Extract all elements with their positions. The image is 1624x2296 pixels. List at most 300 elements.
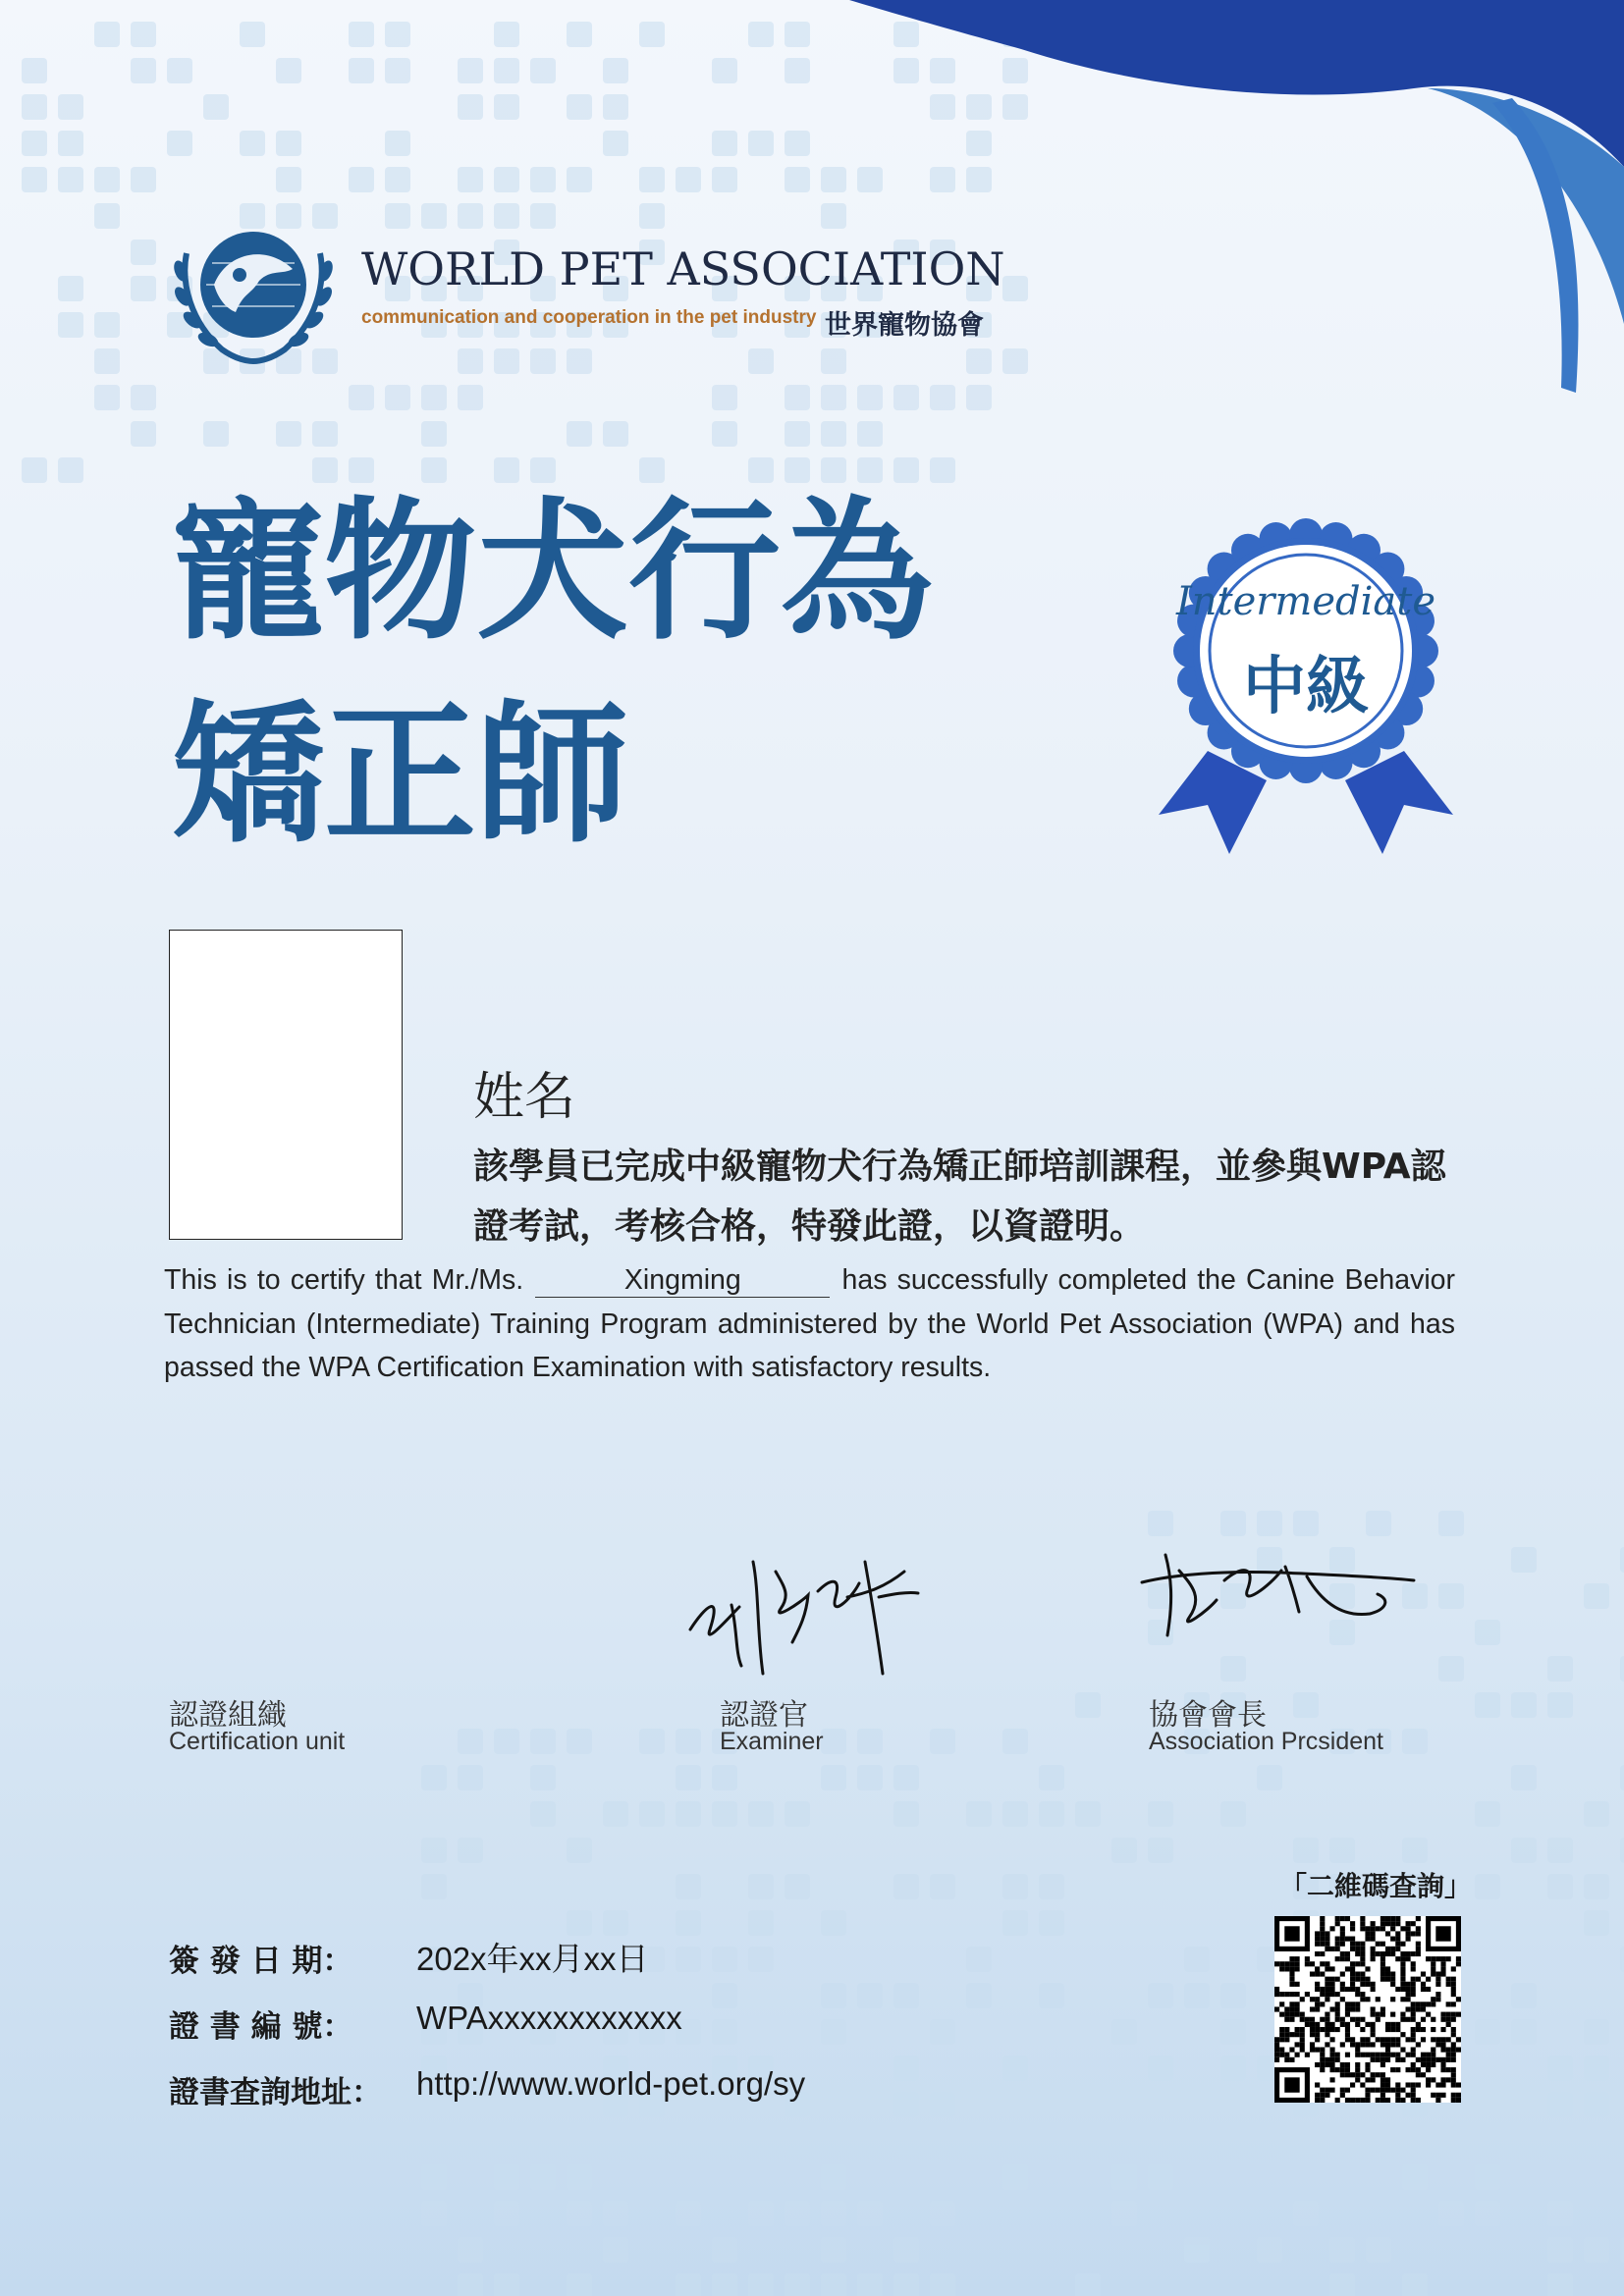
qr-module [1365, 1977, 1370, 1982]
qr-module [1406, 2017, 1411, 2022]
pattern-square [131, 58, 156, 83]
pattern-square [712, 421, 737, 447]
pattern-square [893, 385, 919, 410]
qr-module [1440, 2042, 1445, 2047]
pattern-square [530, 1765, 556, 1790]
pattern-square [1220, 1656, 1246, 1682]
signature-label-cn-examiner: 認證官 [720, 1698, 808, 1733]
qr-module [1400, 2098, 1405, 2103]
qr-module [1350, 1987, 1355, 1992]
qr-module [1390, 1937, 1395, 1942]
qr-module [1350, 1947, 1355, 1951]
qr-module [1360, 1971, 1365, 1976]
qr-module [1279, 2048, 1284, 2053]
pattern-square [1402, 1838, 1428, 1863]
qr-module [1371, 1931, 1376, 1936]
qr-module [1335, 1942, 1340, 1947]
qr-module [1325, 1942, 1329, 1947]
qr-module [1431, 2048, 1435, 2053]
qr-module [1440, 1961, 1445, 1966]
qr-module [1395, 2098, 1400, 2103]
qr-module [1360, 2042, 1365, 2047]
qr-module [1431, 2053, 1435, 2057]
qr-module [1426, 2067, 1431, 2072]
qr-module [1345, 2027, 1350, 2032]
qr-module [1295, 2002, 1300, 2006]
qr-module [1400, 1977, 1405, 1982]
qr-module [1320, 1992, 1325, 1997]
pattern-square [167, 58, 192, 83]
qr-module [1325, 2062, 1329, 2067]
qr-module [1456, 2037, 1461, 2042]
pattern-square [1002, 276, 1028, 301]
pattern-square [58, 312, 83, 338]
qr-module [1340, 1942, 1345, 1947]
qr-module [1380, 2077, 1385, 2082]
issue-date-value: 202x年xx月xx日 [416, 1941, 649, 1977]
qr-module [1411, 1982, 1416, 1987]
pattern-square [58, 131, 83, 156]
signature-label-cn-president: 協會會長 [1149, 1698, 1267, 1733]
qr-module [1345, 2037, 1350, 2042]
qr-module [1400, 2048, 1405, 2053]
pattern-square [785, 1801, 810, 1827]
qr-module [1411, 2027, 1416, 2032]
pattern-square [639, 203, 665, 229]
pattern-square [712, 1947, 737, 1972]
qr-module [1380, 1951, 1385, 1956]
pattern-square [385, 131, 410, 156]
pattern-square [567, 94, 592, 120]
pattern-square [458, 348, 483, 374]
qr-module [1390, 1997, 1395, 2002]
qr-module [1329, 2053, 1334, 2057]
qr-module [1431, 2017, 1435, 2022]
qr-module [1365, 1966, 1370, 1971]
qr-module [1451, 2017, 1456, 2022]
qr-module [1435, 1992, 1440, 1997]
qr-module [1340, 2042, 1345, 2047]
qr-module [1426, 2057, 1431, 2062]
pattern-square [94, 22, 120, 47]
qr-module [1315, 1966, 1320, 1971]
pattern-square [639, 1729, 665, 1754]
pattern-square [1438, 1656, 1464, 1682]
qr-module [1435, 2042, 1440, 2047]
qr-module [1355, 2022, 1360, 2027]
pattern-square [893, 457, 919, 483]
pattern-square [1584, 2128, 1609, 2154]
qr-module [1355, 1971, 1360, 1976]
qr-module [1320, 1921, 1325, 1926]
qr-module [1426, 2002, 1431, 2006]
qr-module [1305, 2022, 1310, 2027]
qr-module [1295, 1956, 1300, 1961]
qr-module [1411, 2088, 1416, 2093]
qr-module [1289, 1966, 1294, 1971]
pattern-square [676, 1801, 701, 1827]
pattern-square [530, 1729, 556, 1754]
qr-module [1365, 2093, 1370, 2098]
pattern-square [857, 2201, 883, 2226]
qr-module [1395, 2037, 1400, 2042]
qr-module [1416, 2002, 1421, 2006]
qr-module [1421, 2053, 1426, 2057]
qr-module [1385, 1921, 1390, 1926]
qr-module [1355, 1942, 1360, 1947]
qr-module [1335, 1921, 1340, 1926]
pattern-square [1220, 2056, 1246, 2081]
pattern-square [785, 167, 810, 192]
qr-module [1329, 1987, 1334, 1992]
qr-module [1335, 1992, 1340, 1997]
qr-module [1395, 2022, 1400, 2027]
pattern-square [785, 2128, 810, 2154]
qr-module [1360, 1926, 1365, 1931]
qr-module [1284, 1961, 1289, 1966]
pattern-square [857, 1983, 883, 2008]
qr-module [1355, 2002, 1360, 2006]
qr-module [1335, 2057, 1340, 2062]
qr-module [1325, 1961, 1329, 1966]
pattern-square [712, 167, 737, 192]
qr-module [1315, 1937, 1320, 1942]
pattern-square [494, 2128, 519, 2154]
pattern-square [421, 385, 447, 410]
qr-module [1416, 2022, 1421, 2027]
qr-module [1451, 2082, 1456, 2087]
qr-module [1385, 2088, 1390, 2093]
qr-module [1440, 1971, 1445, 1976]
qr-module [1345, 2006, 1350, 2011]
qr-module [1360, 1951, 1365, 1956]
pattern-square [567, 421, 592, 447]
qr-module [1345, 2067, 1350, 2072]
qr-module [1329, 2048, 1334, 2053]
qr-module [1360, 2027, 1365, 2032]
qr-module [1284, 1992, 1289, 1997]
qr-module [1406, 2053, 1411, 2057]
pattern-square [930, 2273, 955, 2296]
qr-module [1440, 2057, 1445, 2062]
qr-module [1400, 1971, 1405, 1976]
pattern-square [1584, 1583, 1609, 1609]
qr-module [1390, 1926, 1395, 1931]
qr-module [1451, 2027, 1456, 2032]
qr-module [1274, 2057, 1279, 2062]
qr-module [1390, 1951, 1395, 1956]
qr-module [1431, 2027, 1435, 2032]
qr-module [1340, 1997, 1345, 2002]
qr-module [1360, 2098, 1365, 2103]
qr-module [1365, 2037, 1370, 2042]
pattern-square [1402, 2164, 1428, 2190]
pattern-square [676, 1765, 701, 1790]
qr-module [1390, 1977, 1395, 1982]
qr-module [1320, 1951, 1325, 1956]
qr-module [1376, 2088, 1380, 2093]
qr-module [1355, 2048, 1360, 2053]
qr-module [1340, 1937, 1345, 1942]
pattern-square [1475, 1801, 1500, 1827]
qr-module [1274, 2006, 1279, 2011]
qr-module [1315, 1971, 1320, 1976]
qr-module [1416, 2072, 1421, 2077]
qr-module [1446, 2022, 1451, 2027]
pattern-square [1257, 1765, 1282, 1790]
pattern-square [966, 2128, 992, 2154]
qr-module [1335, 2098, 1340, 2103]
pattern-square [1584, 2019, 1609, 2045]
qr-module [1274, 1987, 1279, 1992]
qr-module [1329, 2088, 1334, 2093]
qr-module [1295, 2032, 1300, 2037]
qr-module [1446, 2077, 1451, 2082]
pattern-square [930, 2201, 955, 2226]
pattern-square [567, 1910, 592, 1936]
pattern-square [930, 2019, 955, 2045]
qr-module [1400, 1942, 1405, 1947]
qr-module [1380, 2098, 1385, 2103]
pattern-square [567, 2201, 592, 2226]
qr-module [1385, 1931, 1390, 1936]
pattern-square [567, 348, 592, 374]
qr-module [1395, 1947, 1400, 1951]
pattern-square [494, 457, 519, 483]
qr-module [1320, 1971, 1325, 1976]
qr-module [1355, 2062, 1360, 2067]
pattern-square [494, 203, 519, 229]
qr-module [1380, 2053, 1385, 2057]
pattern-square [58, 94, 83, 120]
pattern-square [1547, 2128, 1573, 2154]
pattern-square [1039, 1874, 1064, 1899]
pattern-square [1002, 1801, 1028, 1827]
qr-module [1400, 1987, 1405, 1992]
qr-module [1355, 1951, 1360, 1956]
qr-module [1400, 2017, 1405, 2022]
qr-module [1310, 2048, 1315, 2053]
pattern-square [131, 421, 156, 447]
pattern-square [58, 457, 83, 483]
seal-level-cn: 中級 [1243, 651, 1369, 723]
qr-module [1355, 1947, 1360, 1951]
qr-module [1345, 2012, 1350, 2017]
qr-module [1380, 1971, 1385, 1976]
pattern-square [94, 348, 120, 374]
qr-module [1421, 2062, 1426, 2067]
pattern-square [1511, 1692, 1537, 1718]
pattern-square [131, 240, 156, 265]
pattern-square [821, 421, 846, 447]
qr-module [1371, 2022, 1376, 2027]
qr-module [1320, 1931, 1325, 1936]
pattern-square [385, 22, 410, 47]
qr-module [1411, 2093, 1416, 2098]
qr-module [1380, 1926, 1385, 1931]
pattern-square [893, 2128, 919, 2154]
pattern-square [676, 1910, 701, 1936]
qr-module [1310, 2027, 1315, 2032]
qr-code-icon[interactable] [1274, 1916, 1461, 2103]
qr-module [1360, 1961, 1365, 1966]
qr-module [1456, 2082, 1461, 2087]
pattern-square [385, 385, 410, 410]
qr-module [1395, 2082, 1400, 2087]
qr-module [1395, 2093, 1400, 2098]
pattern-square [893, 1765, 919, 1790]
qr-module [1371, 2053, 1376, 2057]
pattern-square [458, 1765, 483, 1790]
pattern-square [712, 2019, 737, 2045]
qr-module [1289, 2017, 1294, 2022]
qr-module [1446, 2053, 1451, 2057]
qr-module [1456, 2093, 1461, 2098]
pattern-square [1475, 2164, 1500, 2190]
pattern-square [276, 58, 301, 83]
pattern-square [1475, 1620, 1500, 1645]
qr-module [1289, 1992, 1294, 1997]
qr-module [1295, 1961, 1300, 1966]
qr-module [1371, 1937, 1376, 1942]
qr-module [1406, 1987, 1411, 1992]
pattern-square [1220, 2019, 1246, 2045]
qr-module [1411, 2048, 1416, 2053]
qr-module [1295, 2027, 1300, 2032]
qr-module [1411, 1931, 1416, 1936]
qr-module [1335, 1977, 1340, 1982]
qr-module [1416, 1942, 1421, 1947]
qr-module [1371, 1956, 1376, 1961]
organization-name: WORLD PET ASSOCIATION [361, 242, 1005, 295]
pattern-square [494, 2164, 519, 2190]
qr-module [1360, 2037, 1365, 2042]
pattern-square [1438, 2201, 1464, 2226]
qr-module [1295, 1982, 1300, 1987]
pattern-square [276, 131, 301, 156]
qr-module [1325, 2042, 1329, 2047]
pattern-square [1620, 1947, 1624, 1972]
qr-module [1435, 1956, 1440, 1961]
qr-module [1371, 2077, 1376, 2082]
pattern-square [385, 203, 410, 229]
pattern-square [1148, 1983, 1173, 2008]
qr-module [1289, 2057, 1294, 2062]
pattern-square [712, 2273, 737, 2296]
qr-module [1365, 2098, 1370, 2103]
qr-module [1329, 2062, 1334, 2067]
qr-module [1400, 2012, 1405, 2017]
pattern-square [22, 58, 47, 83]
qr-module [1305, 2053, 1310, 2057]
qr-module [1400, 2088, 1405, 2093]
qr-module [1345, 2002, 1350, 2006]
pattern-square [785, 131, 810, 156]
signature-label-cn-org: 認證組織 [169, 1698, 287, 1733]
pattern-square [712, 2237, 737, 2263]
pattern-square [530, 167, 556, 192]
pattern-square [1039, 1910, 1064, 1936]
pattern-square [821, 348, 846, 374]
qr-module [1315, 1982, 1320, 1987]
pattern-square [821, 2164, 846, 2190]
globe-laurel-logo-icon [167, 224, 340, 367]
qr-module [1411, 2067, 1416, 2072]
qr-module [1295, 2053, 1300, 2057]
qr-module [1310, 2017, 1315, 2022]
qr-module [1390, 2037, 1395, 2042]
pattern-square [676, 2273, 701, 2296]
qr-module [1395, 1937, 1400, 1942]
qr-module [1400, 1982, 1405, 1987]
qr-module [1320, 2027, 1325, 2032]
qr-module [1376, 1951, 1380, 1956]
qr-module [1355, 2072, 1360, 2077]
qr-module [1350, 1942, 1355, 1947]
qr-module [1320, 2093, 1325, 2098]
qr-module [1310, 2006, 1315, 2011]
pattern-square [603, 1910, 628, 1936]
qr-module [1289, 1956, 1294, 1961]
qr-module [1279, 2032, 1284, 2037]
pattern-square [785, 58, 810, 83]
pattern-square [1148, 2056, 1173, 2081]
qr-module [1371, 2072, 1376, 2077]
pattern-square [893, 2237, 919, 2263]
pattern-square [712, 58, 737, 83]
qr-module [1320, 1916, 1325, 1921]
qr-module [1416, 2006, 1421, 2011]
qr-module [1440, 1966, 1445, 1971]
qr-module [1446, 1977, 1451, 1982]
qr-module [1421, 2006, 1426, 2011]
qr-module [1329, 2006, 1334, 2011]
pattern-square [276, 421, 301, 447]
qr-module [1451, 1982, 1456, 1987]
organization-tagline: communication and cooperation in the pet industry [361, 307, 817, 328]
qr-module [1411, 2002, 1416, 2006]
pattern-square [1111, 1838, 1137, 1863]
qr-module [1456, 1956, 1461, 1961]
qr-module [1315, 2037, 1320, 2042]
qr-module [1279, 2012, 1284, 2017]
pattern-square [930, 2092, 955, 2117]
pattern-square [421, 1838, 447, 1863]
qr-module [1284, 2057, 1289, 2062]
qr-module [1456, 2012, 1461, 2017]
pattern-square [1547, 2056, 1573, 2081]
pattern-square [1039, 1801, 1064, 1827]
pattern-square [1039, 2128, 1064, 2154]
qr-module [1284, 2053, 1289, 2057]
qr-module [1446, 1956, 1451, 1961]
qr-module [1371, 2027, 1376, 2032]
pattern-square [785, 22, 810, 47]
pattern-square [22, 457, 47, 483]
pattern-square [1511, 1547, 1537, 1573]
qr-module [1345, 2032, 1350, 2037]
pattern-square [349, 167, 374, 192]
qr-module [1390, 2022, 1395, 2027]
qr-module [1320, 1987, 1325, 1992]
qr-module [1350, 2082, 1355, 2087]
qr-module [1426, 2062, 1431, 2067]
qr-module [1325, 2032, 1329, 2037]
qr-module [1279, 2002, 1284, 2006]
qr-module [1380, 1961, 1385, 1966]
qr-module [1320, 1942, 1325, 1947]
qr-module [1340, 2088, 1345, 2093]
